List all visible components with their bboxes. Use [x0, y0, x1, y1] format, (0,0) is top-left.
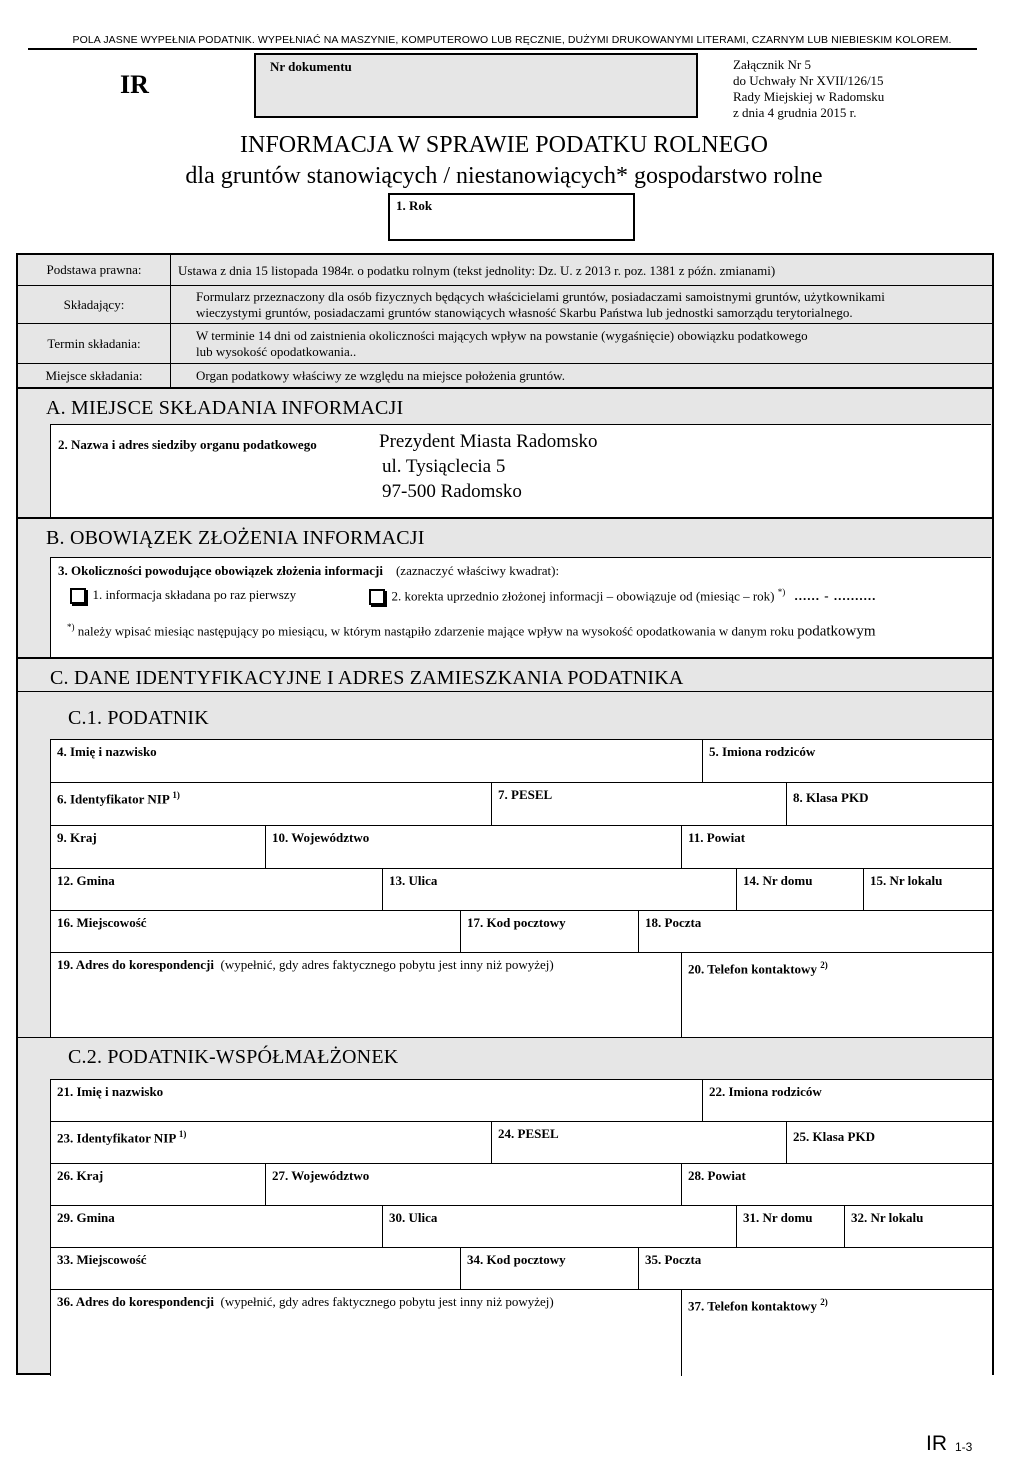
annex-note: [733, 57, 884, 121]
section-a: [18, 387, 992, 519]
page-subtitle: dla gruntów stanowiących / niestanowiących* gospodarstwo rolne: [185, 163, 823, 189]
filer-text: Formularz przeznaczony dla osób fizycznych będących właścicielami gruntów, posiadaczami samoistnymi gruntów, użytkownikami wieczystymi gruntów, posiadaczami gruntów stanowiących własność Skarbu Państwa lub jednostki samorządu terytorialnego.: [196, 289, 885, 320]
document-number-label: Nr dokumentu: [270, 59, 352, 74]
form-code: IR: [120, 70, 149, 99]
year-field[interactable]: [388, 193, 635, 241]
municipality-field[interactable]: 12. Gmina: [51, 869, 383, 911]
full-name-field[interactable]: 4. Imię i nazwisko: [51, 740, 703, 783]
annex-line: do Uchwały Nr XVII/126/15: [733, 73, 884, 88]
footer-form-code: IR: [926, 1432, 947, 1455]
spouse-apartment-number-field[interactable]: 32. Nr lokalu: [845, 1206, 992, 1248]
pesel-field[interactable]: 7. PESEL: [492, 783, 787, 826]
year-label: 1. Rok: [396, 198, 433, 213]
legal-basis-row: [18, 255, 992, 285]
section-c1-title: C.1. PODATNIK: [68, 707, 209, 729]
phone-field[interactable]: 20. Telefon kontaktowy $^{2)}$: [682, 953, 992, 1038]
tax-office-address: Prezydent Miasta Radomsko ul. Tysiąclecia 5 97-500 Radomsko: [379, 431, 598, 502]
spouse-municipality-field[interactable]: 29. Gmina: [51, 1206, 383, 1248]
spouse-county-field[interactable]: 28. Powiat: [682, 1164, 992, 1206]
legal-basis-text: Ustawa z dnia 15 listopada 1984r. o podatku rolnym (tekst jednolity: Dz. U. z 2013 r. poz. 1381 z późn. zmianami): [178, 263, 776, 278]
spouse-pesel-field[interactable]: 24. PESEL: [492, 1122, 787, 1164]
annex-line: Załącznik Nr 5: [733, 57, 811, 72]
place-label: Miejsce składania:: [18, 364, 171, 388]
section-b-title: B. OBOWIĄZEK ZŁOŻENIA INFORMACJI: [46, 527, 425, 549]
correspondence-address-field[interactable]: 19. Adres do korespondencji (wypełnić, gdy adres faktycznego pobytu jest inny niż powyżej): [51, 953, 682, 1038]
spouse-house-number-field[interactable]: 31. Nr domu: [737, 1206, 845, 1248]
post-office-field[interactable]: 18. Poczta: [639, 911, 992, 953]
section-c-title: C. DANE IDENTYFIKACYJNE I ADRES ZAMIESZKANIA PODATNIKA: [50, 667, 684, 689]
divider: [18, 691, 992, 692]
c1-grid: [50, 739, 992, 1038]
spouse-full-name-field[interactable]: 21. Imię i nazwisko: [51, 1080, 703, 1122]
spouse-country-field[interactable]: 26. Kraj: [51, 1164, 266, 1206]
divider: [18, 1037, 992, 1038]
annex-line: z dnia 4 grudnia 2015 r.: [733, 105, 857, 120]
declaration-form: [16, 253, 994, 1375]
county-field[interactable]: 11. Powiat: [682, 826, 992, 869]
street-field[interactable]: 13. Ulica: [383, 869, 737, 911]
deadline-label: Termin składania:: [18, 324, 171, 364]
filer-row: [18, 285, 992, 324]
checkbox-correction[interactable]: [369, 589, 385, 605]
spouse-nip-field[interactable]: 23. Identyfikator NIP $^{1)}$: [51, 1122, 492, 1164]
document-number-field[interactable]: [254, 53, 698, 118]
nip-field[interactable]: 6. Identyfikator NIP $^{1)}$: [51, 783, 492, 826]
spouse-postal-code-field[interactable]: 34. Kod pocztowy: [461, 1248, 639, 1290]
spouse-locality-field[interactable]: 33. Miejscowość: [51, 1248, 461, 1290]
option-correction[interactable]: 2. korekta uprzednio złożonej informacji – obowiązuje od (miesiąc – rok) *) ...... - ..........: [369, 587, 876, 605]
top-instruction: POLA JASNE WYPEŁNIA PODATNIK. WYPEŁNIAĆ NA MASZYNIE, KOMPUTEROWO LUB RĘCZNIE, DUŻYMI DRUKOWANYMI LITERAMI, CZARNYM LUB NIEBIESKIM KOLOREM.: [72, 34, 952, 46]
spouse-voivodeship-field[interactable]: 27. Województwo: [266, 1164, 682, 1206]
section-c: [18, 657, 992, 1375]
spouse-correspondence-address-field[interactable]: 36. Adres do korespondencji (wypełnić, gdy adres faktycznego pobytu jest inny niż powyżej): [51, 1290, 682, 1376]
legal-basis-label: Podstawa prawna:: [18, 255, 171, 285]
c2-grid: [50, 1079, 992, 1376]
locality-field[interactable]: 16. Miejscowość: [51, 911, 461, 953]
tax-office-label: 2. Nazwa i adres siedziby organu podatkowego: [58, 437, 317, 452]
checkbox-first-filing[interactable]: [70, 588, 86, 604]
section-c2-title: C.2. PODATNIK-WSPÓŁMAŁŻONEK: [68, 1046, 399, 1068]
house-number-field[interactable]: 14. Nr domu: [737, 869, 864, 911]
tax-office-field[interactable]: [50, 424, 991, 518]
section-a-title: A. MIEJSCE SKŁADANIA INFORMACJI: [46, 397, 404, 419]
page-title: INFORMACJA W SPRAWIE PODATKU ROLNEGO: [240, 132, 768, 158]
section-b: [18, 517, 992, 659]
deadline-text: W terminie 14 dni od zaistnienia okoliczności mających wpływ na powstanie (wygaśnięcie) obowiązku podatkowego lub wysokość opodatkowania..: [196, 328, 808, 359]
option-first-filing[interactable]: 1. informacja składana po raz pierwszy: [70, 587, 296, 604]
spouse-pkd-class-field[interactable]: 25. Klasa PKD: [787, 1122, 992, 1164]
parents-names-field[interactable]: 5. Imiona rodziców: [703, 740, 992, 783]
spouse-phone-field[interactable]: 37. Telefon kontaktowy $^{2)}$: [682, 1290, 992, 1376]
obligation-footnote: *) należy wpisać miesiąc następujący po miesiącu, w którym nastąpiło zdarzenie mające wpływ na wysokość opodatkowania w danym roku podatkowym: [67, 622, 876, 640]
spouse-post-office-field[interactable]: 35. Poczta: [639, 1248, 992, 1290]
deadline-row: [18, 323, 992, 364]
filer-label: Składający:: [18, 286, 171, 324]
spouse-parents-names-field[interactable]: 22. Imiona rodziców: [703, 1080, 992, 1122]
spouse-street-field[interactable]: 30. Ulica: [383, 1206, 737, 1248]
place-text: Organ podatkowy właściwy ze względu na miejsce położenia gruntów.: [196, 368, 565, 383]
pkd-class-field[interactable]: 8. Klasa PKD: [787, 783, 992, 826]
obligation-heading: 3. Okoliczności powodujące obowiązek złożenia informacji (zaznaczyć właściwy kwadrat):: [58, 563, 560, 578]
voivodeship-field[interactable]: 10. Województwo: [266, 826, 682, 869]
annex-line: Rady Miejskiej w Radomsku: [733, 89, 885, 104]
postal-code-field[interactable]: 17. Kod pocztowy: [461, 911, 639, 953]
page-number: 1-3: [955, 1440, 973, 1454]
correction-date-field[interactable]: ...... - ..........: [794, 588, 877, 604]
place-row: [18, 363, 992, 388]
country-field[interactable]: 9. Kraj: [51, 826, 266, 869]
top-rule: [28, 48, 977, 50]
obligation-field: [50, 557, 991, 658]
apartment-number-field[interactable]: 15. Nr lokalu: [864, 869, 992, 911]
